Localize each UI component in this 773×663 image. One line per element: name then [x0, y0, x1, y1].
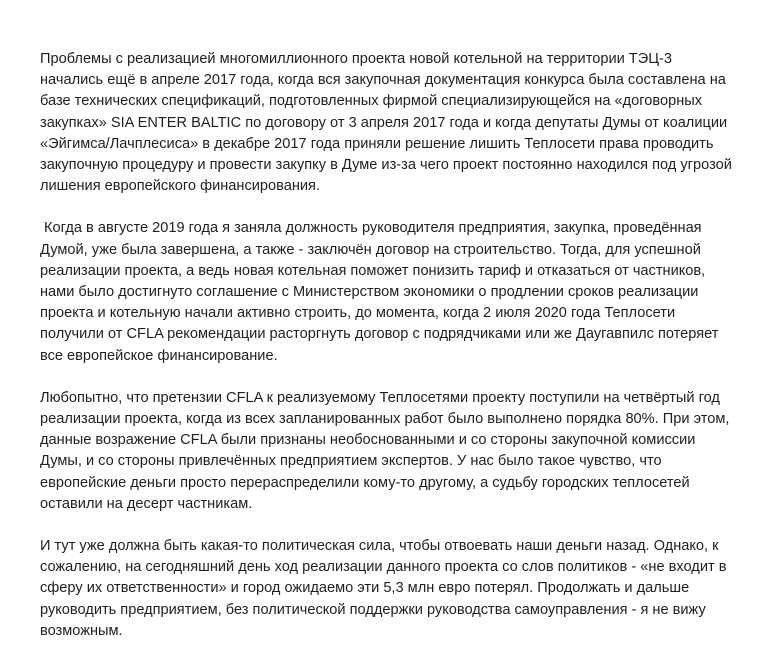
text-line: европейские деньги просто перераспределили кому-то другому, а судьбу городских теплосетей [40, 474, 690, 491]
paragraph-3 [40, 388, 756, 515]
text-line: нами было достигнуто соглашение с Министерством экономики о продлении сроков реализации [40, 284, 699, 301]
text-line: закупках» SIA ENTER BALTIC по договору от 3 апреля 2017 года и когда депутаты Думы от коалиции [40, 114, 728, 131]
text-line: сферу их ответственности» и город ожидаемо эти 5,3 млн евро потерял. Продолжать и дальше [40, 580, 690, 597]
text-line: Когда в августе 2019 года я заняла должность руководителя предприятия, закупка, проведённая [40, 220, 702, 237]
paragraph-1 [40, 49, 756, 197]
text-line: закупочную процедуру и провести закупку в Думе из-за чего проект постоянно находился под угрозой [40, 157, 732, 174]
paragraph-4 [40, 536, 756, 642]
text-line: базе технических спецификаций, подготовленных фирмой специализирующейся на «договорных [40, 93, 703, 110]
text-line: Думой, уже была завершена, а также - заключён договор на строительство. Тогда, для успешной [40, 241, 701, 258]
text-line: Любопытно, что претензии CFLA к реализуемому Теплосетями проекту поступили на четвёртый год [40, 389, 720, 406]
text-line: получили от CFLA рекомендации расторгнуть договор с подрядчиками или же Даугавпилс потеряет [40, 326, 719, 343]
text-line: все европейское финансирование. [40, 347, 278, 364]
text-line: сожалению, на сегодняшний день ход реализации данного проекта со слов политиков - «не входит в [40, 559, 727, 576]
document-body [40, 49, 756, 663]
text-line: проекта и котельную начали активно строить, до момента, когда 2 июля 2020 года Теплосети [40, 305, 676, 322]
text-line: лишения европейского финансирования. [40, 178, 321, 195]
paragraph-2 [40, 218, 756, 366]
text-line: начались ещё в апреле 2017 года, когда вся закупочная документация конкурса была составлена на [40, 72, 726, 89]
text-line: Проблемы с реализацией многомиллионного проекта новой котельной на территории ТЭЦ-3 [40, 51, 672, 67]
text-line: оставили на десерт частникам. [40, 495, 253, 512]
text-line: «Эйгимса/Лачплесиса» в декабре 2017 года приняли решение лишить Теплосети права проводить [40, 135, 714, 152]
text-line: Думы, и со стороны привлечённых предприятием экспертов. У нас было такое чувство, что [40, 453, 662, 470]
text-line: возможным. [40, 622, 123, 639]
text-line: И тут уже должна быть какая-то политическая сила, чтобы отвоевать наши деньги назад. Однако, к [40, 538, 719, 555]
text-line: руководить предприятием, без политической поддержки руководства самоуправления - я не вижу [40, 601, 706, 618]
text-line: реализации проекта, когда из всех запланированных работ было выполнено порядка 80%. При этом, [40, 411, 730, 428]
text-line: данные возражение CFLA были признаны необоснованными и со стороны закупочной комиссии [40, 432, 696, 449]
text-line: реализации проекта, а ведь новая котельная поможет понизить тариф и отказаться от частников, [40, 262, 706, 279]
